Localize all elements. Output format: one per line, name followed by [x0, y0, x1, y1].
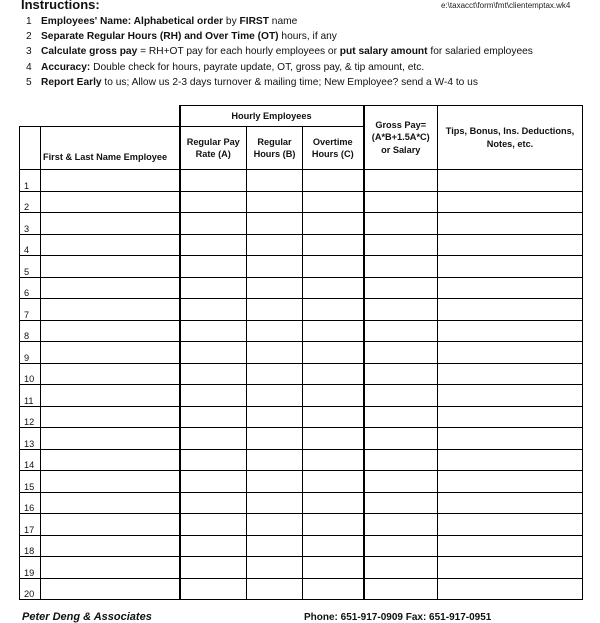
employee-name-cell[interactable] [41, 578, 180, 600]
footer-contact: Phone: 651-917-0909 Fax: 651-917-0951 [304, 612, 492, 623]
table-row [20, 342, 583, 364]
instruction-number: 1 [26, 16, 32, 27]
regular-hours-cell[interactable] [247, 406, 303, 428]
instruction-number: 3 [26, 46, 32, 58]
gross-pay-cell[interactable] [364, 492, 438, 514]
regular-pay-cell[interactable] [180, 428, 247, 450]
employee-name-cell[interactable] [41, 471, 180, 493]
regular-hours-cell[interactable] [247, 342, 303, 364]
regular-hours-cell[interactable] [247, 320, 303, 342]
row-number: 20 [20, 578, 41, 600]
row-number-header [20, 127, 41, 170]
instruction-item [26, 44, 586, 59]
overtime-cell[interactable] [303, 406, 364, 428]
instruction-text [41, 75, 478, 90]
overtime-cell[interactable] [303, 535, 364, 557]
overtime-cell[interactable] [303, 170, 364, 192]
employee-name-cell[interactable] [41, 277, 180, 299]
gross-pay-cell[interactable] [364, 342, 438, 364]
regular-pay-cell[interactable] [180, 535, 247, 557]
tips-notes-cell[interactable] [438, 170, 583, 192]
row-number: 8 [20, 320, 41, 342]
overtime-cell[interactable] [303, 557, 364, 579]
table-row [20, 514, 583, 536]
table-row [20, 320, 583, 342]
regular-pay-cell[interactable] [180, 578, 247, 600]
gross-pay-cell[interactable] [364, 578, 438, 600]
row-number: 13 [20, 428, 41, 450]
table-row [20, 557, 583, 579]
gross-pay-header [364, 106, 438, 170]
instruction-text-part: Report Early [41, 76, 102, 88]
regular-pay-header: Regular Pay Rate (A) [180, 127, 247, 170]
regular-pay-cell[interactable] [180, 342, 247, 364]
row-number: 3 [20, 213, 41, 235]
row-number: 11 [20, 385, 41, 407]
overtime-cell[interactable] [303, 385, 364, 407]
regular-hours-cell[interactable] [247, 277, 303, 299]
employee-name-cell[interactable] [41, 320, 180, 342]
instruction-text-part: name [268, 16, 298, 27]
gross-pay-cell[interactable] [364, 299, 438, 321]
overtime-cell[interactable] [303, 191, 364, 213]
regular-pay-cell[interactable] [180, 406, 247, 428]
tips-notes-cell[interactable] [438, 578, 583, 600]
gross-pay-cell[interactable] [364, 535, 438, 557]
table-row [20, 234, 583, 256]
employee-name-cell[interactable] [41, 213, 180, 235]
tips-notes-cell[interactable] [438, 363, 583, 385]
row-number: 2 [20, 191, 41, 213]
regular-pay-cell[interactable] [180, 213, 247, 235]
employee-name-cell[interactable] [41, 406, 180, 428]
overtime-header: Overtime Hours (C) [303, 127, 364, 170]
instruction-text-part: hours, if any [278, 31, 337, 43]
overtime-cell[interactable] [303, 514, 364, 536]
tips-notes-cell[interactable] [438, 213, 583, 235]
instruction-text-part: Calculate gross pay [41, 46, 138, 58]
overtime-cell[interactable] [303, 320, 364, 342]
tips-notes-cell[interactable] [438, 320, 583, 342]
regular-hours-cell[interactable] [247, 299, 303, 321]
gross-pay-cell[interactable] [364, 234, 438, 256]
gross-pay-line2: (A*B+1.5A*C) [371, 132, 430, 143]
table-row [20, 363, 583, 385]
regular-hours-cell[interactable] [247, 428, 303, 450]
row-number: 17 [20, 514, 41, 536]
tips-notes-cell[interactable] [438, 385, 583, 407]
instructions-title: Instructions: [21, 0, 100, 12]
row-number: 5 [20, 256, 41, 278]
instruction-text-part: Double check for hours, payrate update, OT, gross pay, & tip amount, etc. [90, 61, 425, 73]
gross-pay-cell[interactable] [364, 471, 438, 493]
employee-name-cell[interactable] [41, 428, 180, 450]
footer-company: Peter Deng & Associates [22, 611, 152, 623]
overtime-cell[interactable] [303, 492, 364, 514]
regular-hours-cell[interactable] [247, 213, 303, 235]
row-number: 4 [20, 234, 41, 256]
regular-hours-cell[interactable] [247, 578, 303, 600]
regular-hours-cell[interactable] [247, 256, 303, 278]
table-row [20, 385, 583, 407]
employee-payroll-table [19, 105, 583, 600]
row-number: 12 [20, 406, 41, 428]
instructions-list [26, 14, 586, 90]
employee-name-cell[interactable] [41, 191, 180, 213]
tips-notes-cell[interactable] [438, 535, 583, 557]
regular-hours-cell[interactable] [247, 234, 303, 256]
row-number: 6 [20, 277, 41, 299]
row-number: 16 [20, 492, 41, 514]
regular-hours-cell[interactable] [247, 535, 303, 557]
regular-hours-header: Regular Hours (B) [247, 127, 303, 170]
table-body [20, 170, 583, 600]
gross-pay-cell[interactable] [364, 320, 438, 342]
regular-pay-cell[interactable] [180, 191, 247, 213]
regular-pay-cell[interactable] [180, 277, 247, 299]
table-row [20, 170, 583, 192]
gross-pay-cell[interactable] [364, 449, 438, 471]
regular-pay-cell[interactable] [180, 449, 247, 471]
instruction-text-part: Employees' Name: Alphabetical order [41, 16, 224, 27]
instruction-text-part: Separate Regular Hours (RH) and Over Time (OT) [41, 31, 279, 43]
table-row [20, 449, 583, 471]
overtime-cell[interactable] [303, 428, 364, 450]
instruction-number: 2 [26, 31, 32, 43]
instruction-text-part: = RH+OT pay for each hourly employees or [137, 46, 340, 58]
name-header: First & Last Name Employee [41, 127, 180, 170]
tips-notes-cell[interactable] [438, 406, 583, 428]
regular-hours-cell[interactable] [247, 363, 303, 385]
overtime-cell[interactable] [303, 471, 364, 493]
overtime-cell[interactable] [303, 578, 364, 600]
employee-name-cell[interactable] [41, 514, 180, 536]
tips-notes-cell[interactable] [438, 277, 583, 299]
instruction-text-part: for salaried employees [427, 46, 533, 58]
gross-pay-cell[interactable] [364, 170, 438, 192]
regular-hours-cell[interactable] [247, 514, 303, 536]
regular-pay-cell[interactable] [180, 256, 247, 278]
table-row [20, 406, 583, 428]
table-row [20, 578, 583, 600]
instruction-text-part: Accuracy: [41, 61, 91, 73]
regular-hours-cell[interactable] [247, 557, 303, 579]
employee-name-cell[interactable] [41, 449, 180, 471]
regular-pay-cell[interactable] [180, 234, 247, 256]
instruction-item [26, 75, 586, 90]
gross-pay-cell[interactable] [364, 277, 438, 299]
tips-notes-cell[interactable] [438, 471, 583, 493]
gross-pay-cell[interactable] [364, 406, 438, 428]
tips-notes-cell[interactable] [438, 256, 583, 278]
row-number: 15 [20, 471, 41, 493]
gross-pay-cell[interactable] [364, 363, 438, 385]
tips-notes-cell[interactable] [438, 449, 583, 471]
regular-hours-cell[interactable] [247, 191, 303, 213]
regular-pay-cell[interactable] [180, 514, 247, 536]
tips-notes-cell[interactable] [438, 299, 583, 321]
table-row [20, 213, 583, 235]
employee-name-cell[interactable] [41, 170, 180, 192]
row-number: 1 [20, 170, 41, 192]
employee-name-cell[interactable] [41, 557, 180, 579]
tips-notes-cell[interactable] [438, 191, 583, 213]
gross-pay-cell[interactable] [364, 557, 438, 579]
row-number: 10 [20, 363, 41, 385]
tips-notes-cell[interactable] [438, 514, 583, 536]
table-row [20, 191, 583, 213]
instruction-item [26, 29, 586, 44]
regular-hours-cell[interactable] [247, 471, 303, 493]
tips-notes-cell[interactable] [438, 234, 583, 256]
overtime-cell[interactable] [303, 342, 364, 364]
employee-name-cell[interactable] [41, 363, 180, 385]
table-row [20, 492, 583, 514]
row-number: 14 [20, 449, 41, 471]
file-path: e:\taxacct\form\fmt\clientemptax.wk4 [441, 1, 571, 10]
instruction-item [26, 14, 586, 29]
regular-pay-cell[interactable] [180, 471, 247, 493]
gross-pay-cell[interactable] [364, 514, 438, 536]
overtime-cell[interactable] [303, 256, 364, 278]
table-row [20, 535, 583, 557]
row-number: 9 [20, 342, 41, 364]
row-number: 7 [20, 299, 41, 321]
instruction-item [26, 60, 586, 75]
employee-name-cell[interactable] [41, 256, 180, 278]
instruction-text-part: FIRST [239, 16, 269, 27]
table-row [20, 277, 583, 299]
overtime-cell[interactable] [303, 363, 364, 385]
gross-pay-cell[interactable] [364, 213, 438, 235]
instruction-text-part: put salary amount [339, 46, 428, 58]
employee-name-cell[interactable] [41, 492, 180, 514]
overtime-cell[interactable] [303, 277, 364, 299]
employee-name-cell[interactable] [41, 234, 180, 256]
instruction-number: 4 [26, 61, 32, 73]
employee-name-cell[interactable] [41, 385, 180, 407]
regular-hours-cell[interactable] [247, 492, 303, 514]
overtime-cell[interactable] [303, 213, 364, 235]
overtime-cell[interactable] [303, 299, 364, 321]
instruction-number: 5 [26, 76, 32, 88]
regular-pay-cell[interactable] [180, 363, 247, 385]
regular-pay-cell[interactable] [180, 299, 247, 321]
gross-pay-line3: or Salary [381, 144, 421, 155]
gross-pay-line1: Gross Pay= [375, 119, 427, 130]
table-row [20, 256, 583, 278]
regular-hours-cell[interactable] [247, 449, 303, 471]
instruction-text [41, 60, 424, 75]
gross-pay-cell[interactable] [364, 191, 438, 213]
regular-pay-cell[interactable] [180, 385, 247, 407]
table-row [20, 299, 583, 321]
gross-pay-cell[interactable] [364, 385, 438, 407]
employee-name-cell[interactable] [41, 299, 180, 321]
regular-pay-cell[interactable] [180, 170, 247, 192]
tips-notes-cell[interactable] [438, 492, 583, 514]
tips-notes-cell[interactable] [438, 342, 583, 364]
table-row [20, 428, 583, 450]
regular-hours-cell[interactable] [247, 170, 303, 192]
instruction-text [41, 44, 533, 59]
row-number: 19 [20, 557, 41, 579]
tips-notes-cell[interactable] [438, 428, 583, 450]
gross-pay-cell[interactable] [364, 428, 438, 450]
blank-header-cell [20, 106, 180, 127]
instruction-text-part: to us; Allow us 2-3 days turnover & mailing time; New Employee? send a W-4 to us [101, 76, 478, 88]
hourly-employees-header: Hourly Employees [180, 106, 364, 127]
overtime-cell[interactable] [303, 449, 364, 471]
table-row [20, 471, 583, 493]
instruction-text [41, 14, 297, 29]
regular-pay-cell[interactable] [180, 492, 247, 514]
employee-name-cell[interactable] [41, 342, 180, 364]
employee-name-cell[interactable] [41, 535, 180, 557]
regular-pay-cell[interactable] [180, 557, 247, 579]
tips-notes-cell[interactable] [438, 557, 583, 579]
instruction-text [41, 29, 337, 44]
regular-pay-cell[interactable] [180, 320, 247, 342]
instruction-text-part: by [223, 16, 240, 27]
tips-header: Tips, Bonus, Ins. Deductions, Notes, etc. [438, 106, 583, 170]
gross-pay-cell[interactable] [364, 256, 438, 278]
overtime-cell[interactable] [303, 234, 364, 256]
regular-hours-cell[interactable] [247, 385, 303, 407]
row-number: 18 [20, 535, 41, 557]
